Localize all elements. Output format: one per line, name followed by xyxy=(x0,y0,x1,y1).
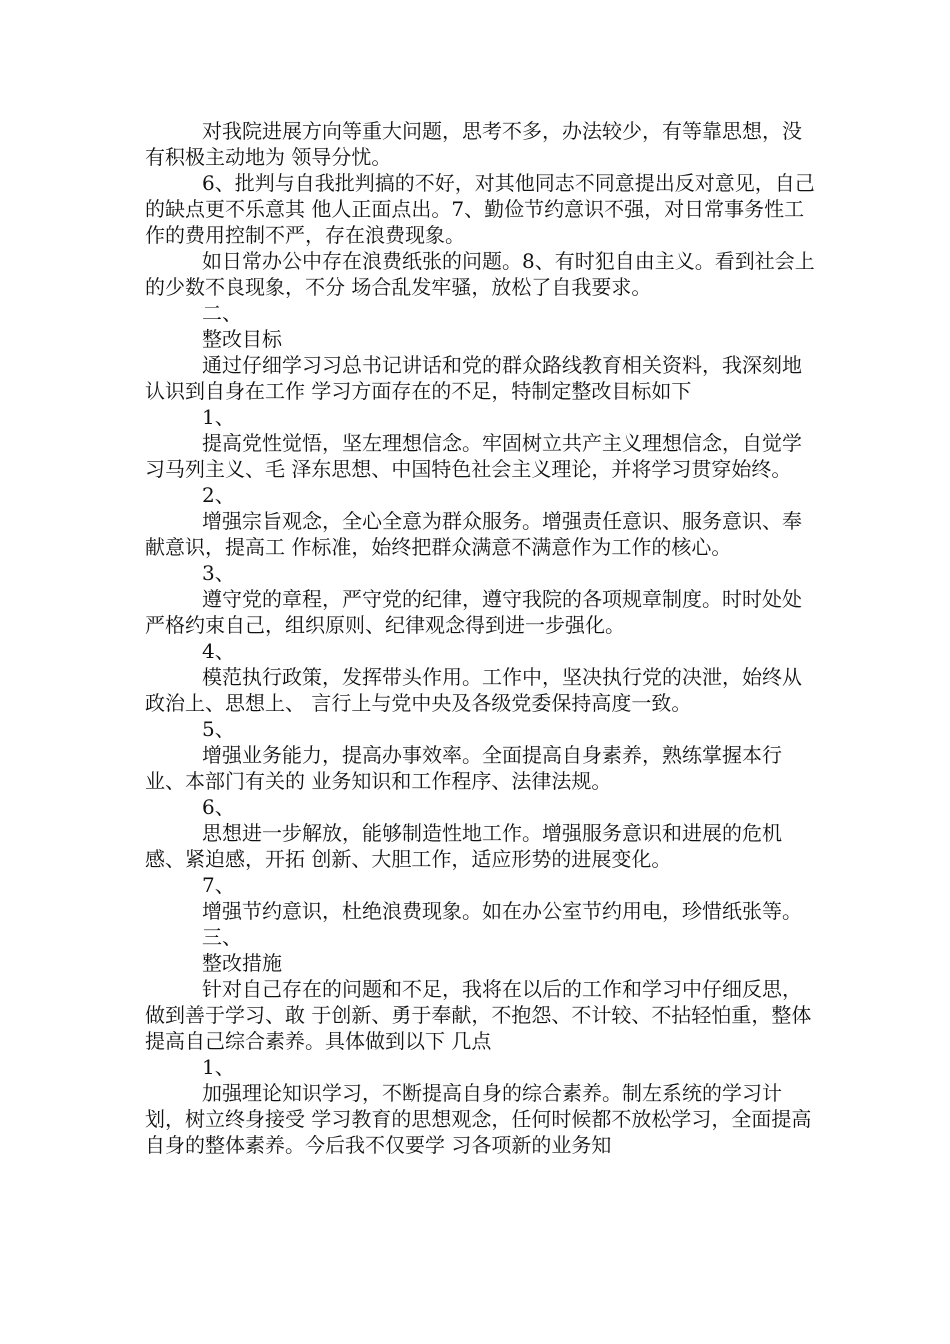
paragraph-text: 模范执行政策，发挥带头作用。工作中，坚决执行党的决泄，始终从政治上、思想上、 言行上与党中央及各级党委保持高度一致。 xyxy=(145,665,802,715)
section-number: 三、 xyxy=(202,925,242,949)
paragraph-text: 遵守党的章程，严守党的纪律，遵守我院的各项规章制度。时时处处严格约束自己，组织原则、纪律观念得到进一步强化。 xyxy=(145,587,802,637)
section-heading: 整改措施 xyxy=(202,951,282,975)
paragraph-text: 6、批判与自我批判搞的不好，对其他同志不同意提出反对意见，自己的缺点更不乐意其 他人正面点出。7、勤俭节约意识不强，对日常事务性工作的费用控制不严，存在浪费现象。 xyxy=(145,171,815,247)
list-number: 1、 xyxy=(202,405,235,429)
list-number: 3、 xyxy=(202,561,235,585)
document-body xyxy=(145,118,820,1158)
paragraph-text: 增强节约意识，杜绝浪费现象。如在办公室节约用电，珍惜纸张等。 xyxy=(202,899,802,923)
paragraph-text: 提高党性觉悟，坚左理想信念。牢固树立共产主义理想信念，自觉学习马列主义、毛 泽东思想、中国特色社会主义理论，并将学习贯穿始终。 xyxy=(145,431,802,481)
section-heading: 整改目标 xyxy=(202,327,282,351)
list-number: 5、 xyxy=(202,717,235,741)
list-number: 2、 xyxy=(202,483,235,507)
paragraph-text: 思想进一步解放，能够制造性地工作。增强服务意识和进展的危机感、紧迫感，开拓 创新、大胆工作，适应形势的进展变化。 xyxy=(145,821,782,871)
paragraph-text: 加强理论知识学习，不断提高自身的综合素养。制左系统的学习计划，树立终身接受 学习教育的思想观念，任何时候都不放松学习，全面提高自身的整体素养。今后我不仅要学 习各项新的业务知 xyxy=(145,1081,812,1157)
paragraph-text: 针对自己存在的问题和不足，我将在以后的工作和学习中仔细反思，做到善于学习、敢 于创新、勇于奉献，不抱怨、不计较、不拈轻怕重，整体提高自己综合素养。具体做到以下 几点 xyxy=(145,977,812,1053)
paragraph-text: 通过仔细学习习总书记讲话和党的群众路线教育相关资料，我深刻地认识到自身在工作 学习方面存在的不足，特制定整改目标如下 xyxy=(145,353,802,403)
list-number: 1、 xyxy=(202,1055,235,1079)
list-number: 4、 xyxy=(202,639,235,663)
list-number: 7、 xyxy=(202,873,235,897)
paragraph-text: 如日常办公中存在浪费纸张的问题。8、有时犯自由主义。看到社会上的少数不良现象，不分 场合乱发牢骚，放松了自我要求。 xyxy=(145,249,815,299)
paragraph-text: 增强宗旨观念，全心全意为群众服务。增强责任意识、服务意识、奉献意识，提高工 作标准，始终把群众满意不满意作为工作的核心。 xyxy=(145,509,802,559)
list-number: 6、 xyxy=(202,795,235,819)
section-number: 二、 xyxy=(202,301,242,325)
paragraph-text: 增强业务能力，提高办事效率。全面提高自身素养，熟练掌握本行业、本部门有关的 业务知识和工作程序、法律法规。 xyxy=(145,743,782,793)
paragraph-text: 对我院进展方向等重大问题，思考不多，办法较少，有等靠思想，没有积极主动地为 领导分忧。 xyxy=(145,119,802,169)
